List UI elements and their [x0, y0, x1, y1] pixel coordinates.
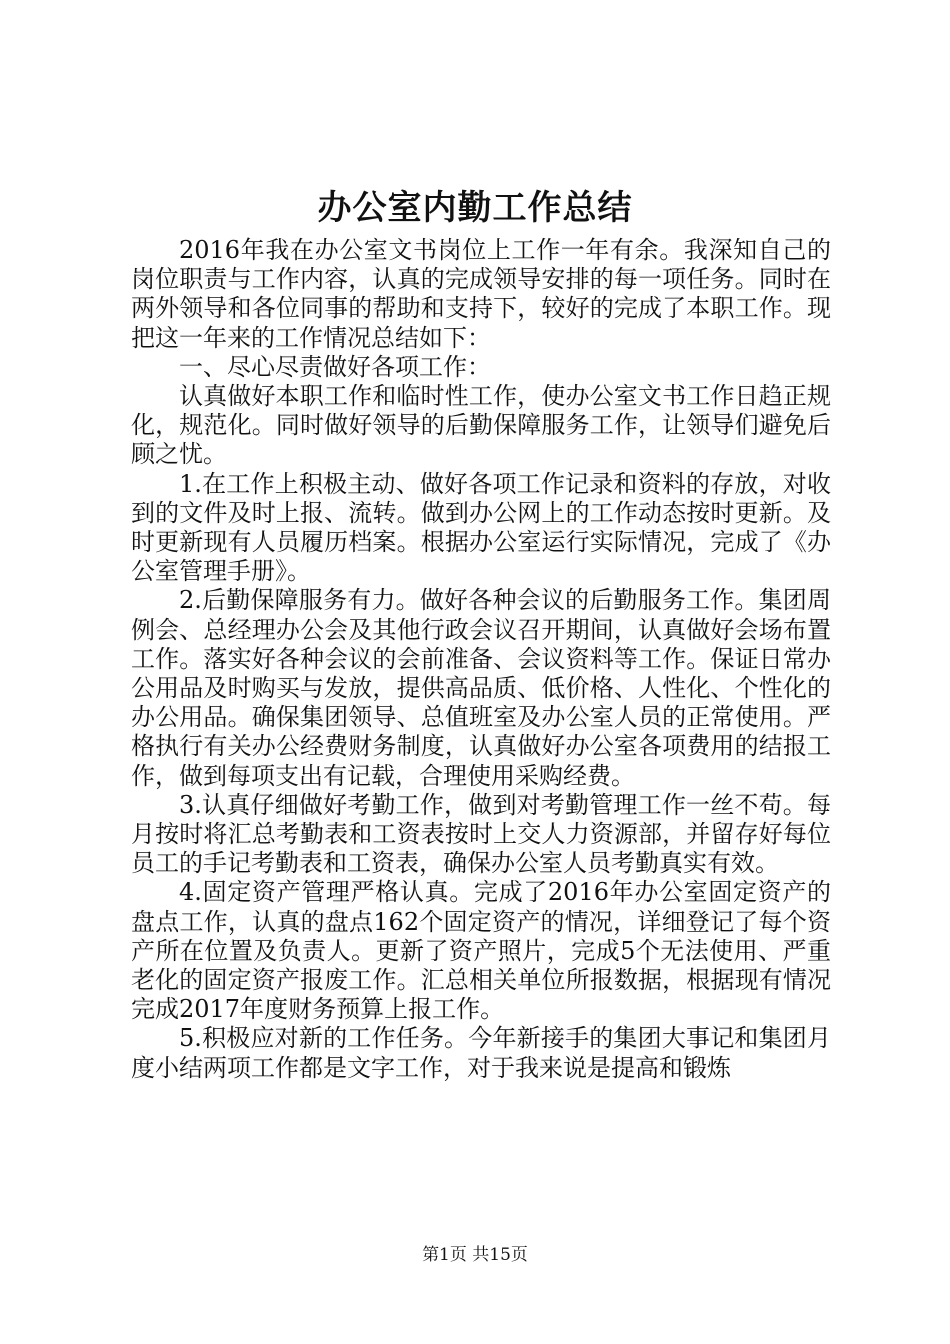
paragraph-item-5: 5.积极应对新的工作任务。今年新接手的集团大事记和集团月度小结两项工作都是文字工作，对于我来说是提高和锻炼: [131, 1024, 831, 1082]
paragraph-item-3: 3.认真仔细做好考勤工作，做到对考勤管理工作一丝不苟。每月按时将汇总考勤表和工资表按时上交人力资源部，并留存好每位员工的手记考勤表和工资表，确保办公室人员考勤真实有效。: [131, 790, 831, 878]
paragraph-item-4: 4.固定资产管理严格认真。完成了2016年办公室固定资产的盘点工作，认真的盘点162个固定资产的情况，详细登记了每个资产所在位置及负责人。更新了资产照片，完成5个无法使用、严重老化的固定资产报废工作。汇总相关单位所报数据，根据现有情况完成2017年度财务预算上报工作。: [131, 878, 831, 1024]
paragraph-section-heading: 一、尽心尽责做好各项工作：: [179, 352, 491, 381]
paragraph-item-2: 2.后勤保障服务有力。做好各种会议的后勤服务工作。集团周例会、总经理办公会及其他行政会议召开期间，认真做好会场布置工作。落实好各种会议的会前准备、会议资料等工作。保证日常办公用品及时购买与发放，提供高品质、低价格、人性化、个性化的办公用品。确保集团领导、总值班室及办公室人员的正常使用。严格执行有关办公经费财务制度，认真做好办公室各项费用的结报工作，做到每项支出有记载，合理使用采购经费。: [131, 586, 831, 790]
paragraph-overview: 认真做好本职工作和临时性工作，使办公室文书工作日趋正规化，规范化。同时做好领导的后勤保障服务工作，让领导们避免后顾之忧。: [131, 382, 831, 469]
document-title: 办公室内勤工作总结: [317, 188, 633, 228]
paragraph-intro: 2016年我在办公室文书岗位上工作一年有余。我深知自己的岗位职责与工作内容，认真的完成领导安排的每一项任务。同时在两外领导和各位同事的帮助和支持下，较好的完成了本职工作。现把这一年来的工作情况总结如下：: [131, 236, 831, 352]
document-body: [131, 236, 831, 1083]
page-footer: 第1页 共15页: [422, 1245, 528, 1265]
paragraph-item-1: 1.在工作上积极主动、做好各项工作记录和资料的存放，对收到的文件及时上报、流转。做到办公网上的工作动态按时更新。及时更新现有人员履历档案。根据办公室运行实际情况，完成了《办公室管理手册》。: [131, 469, 831, 586]
